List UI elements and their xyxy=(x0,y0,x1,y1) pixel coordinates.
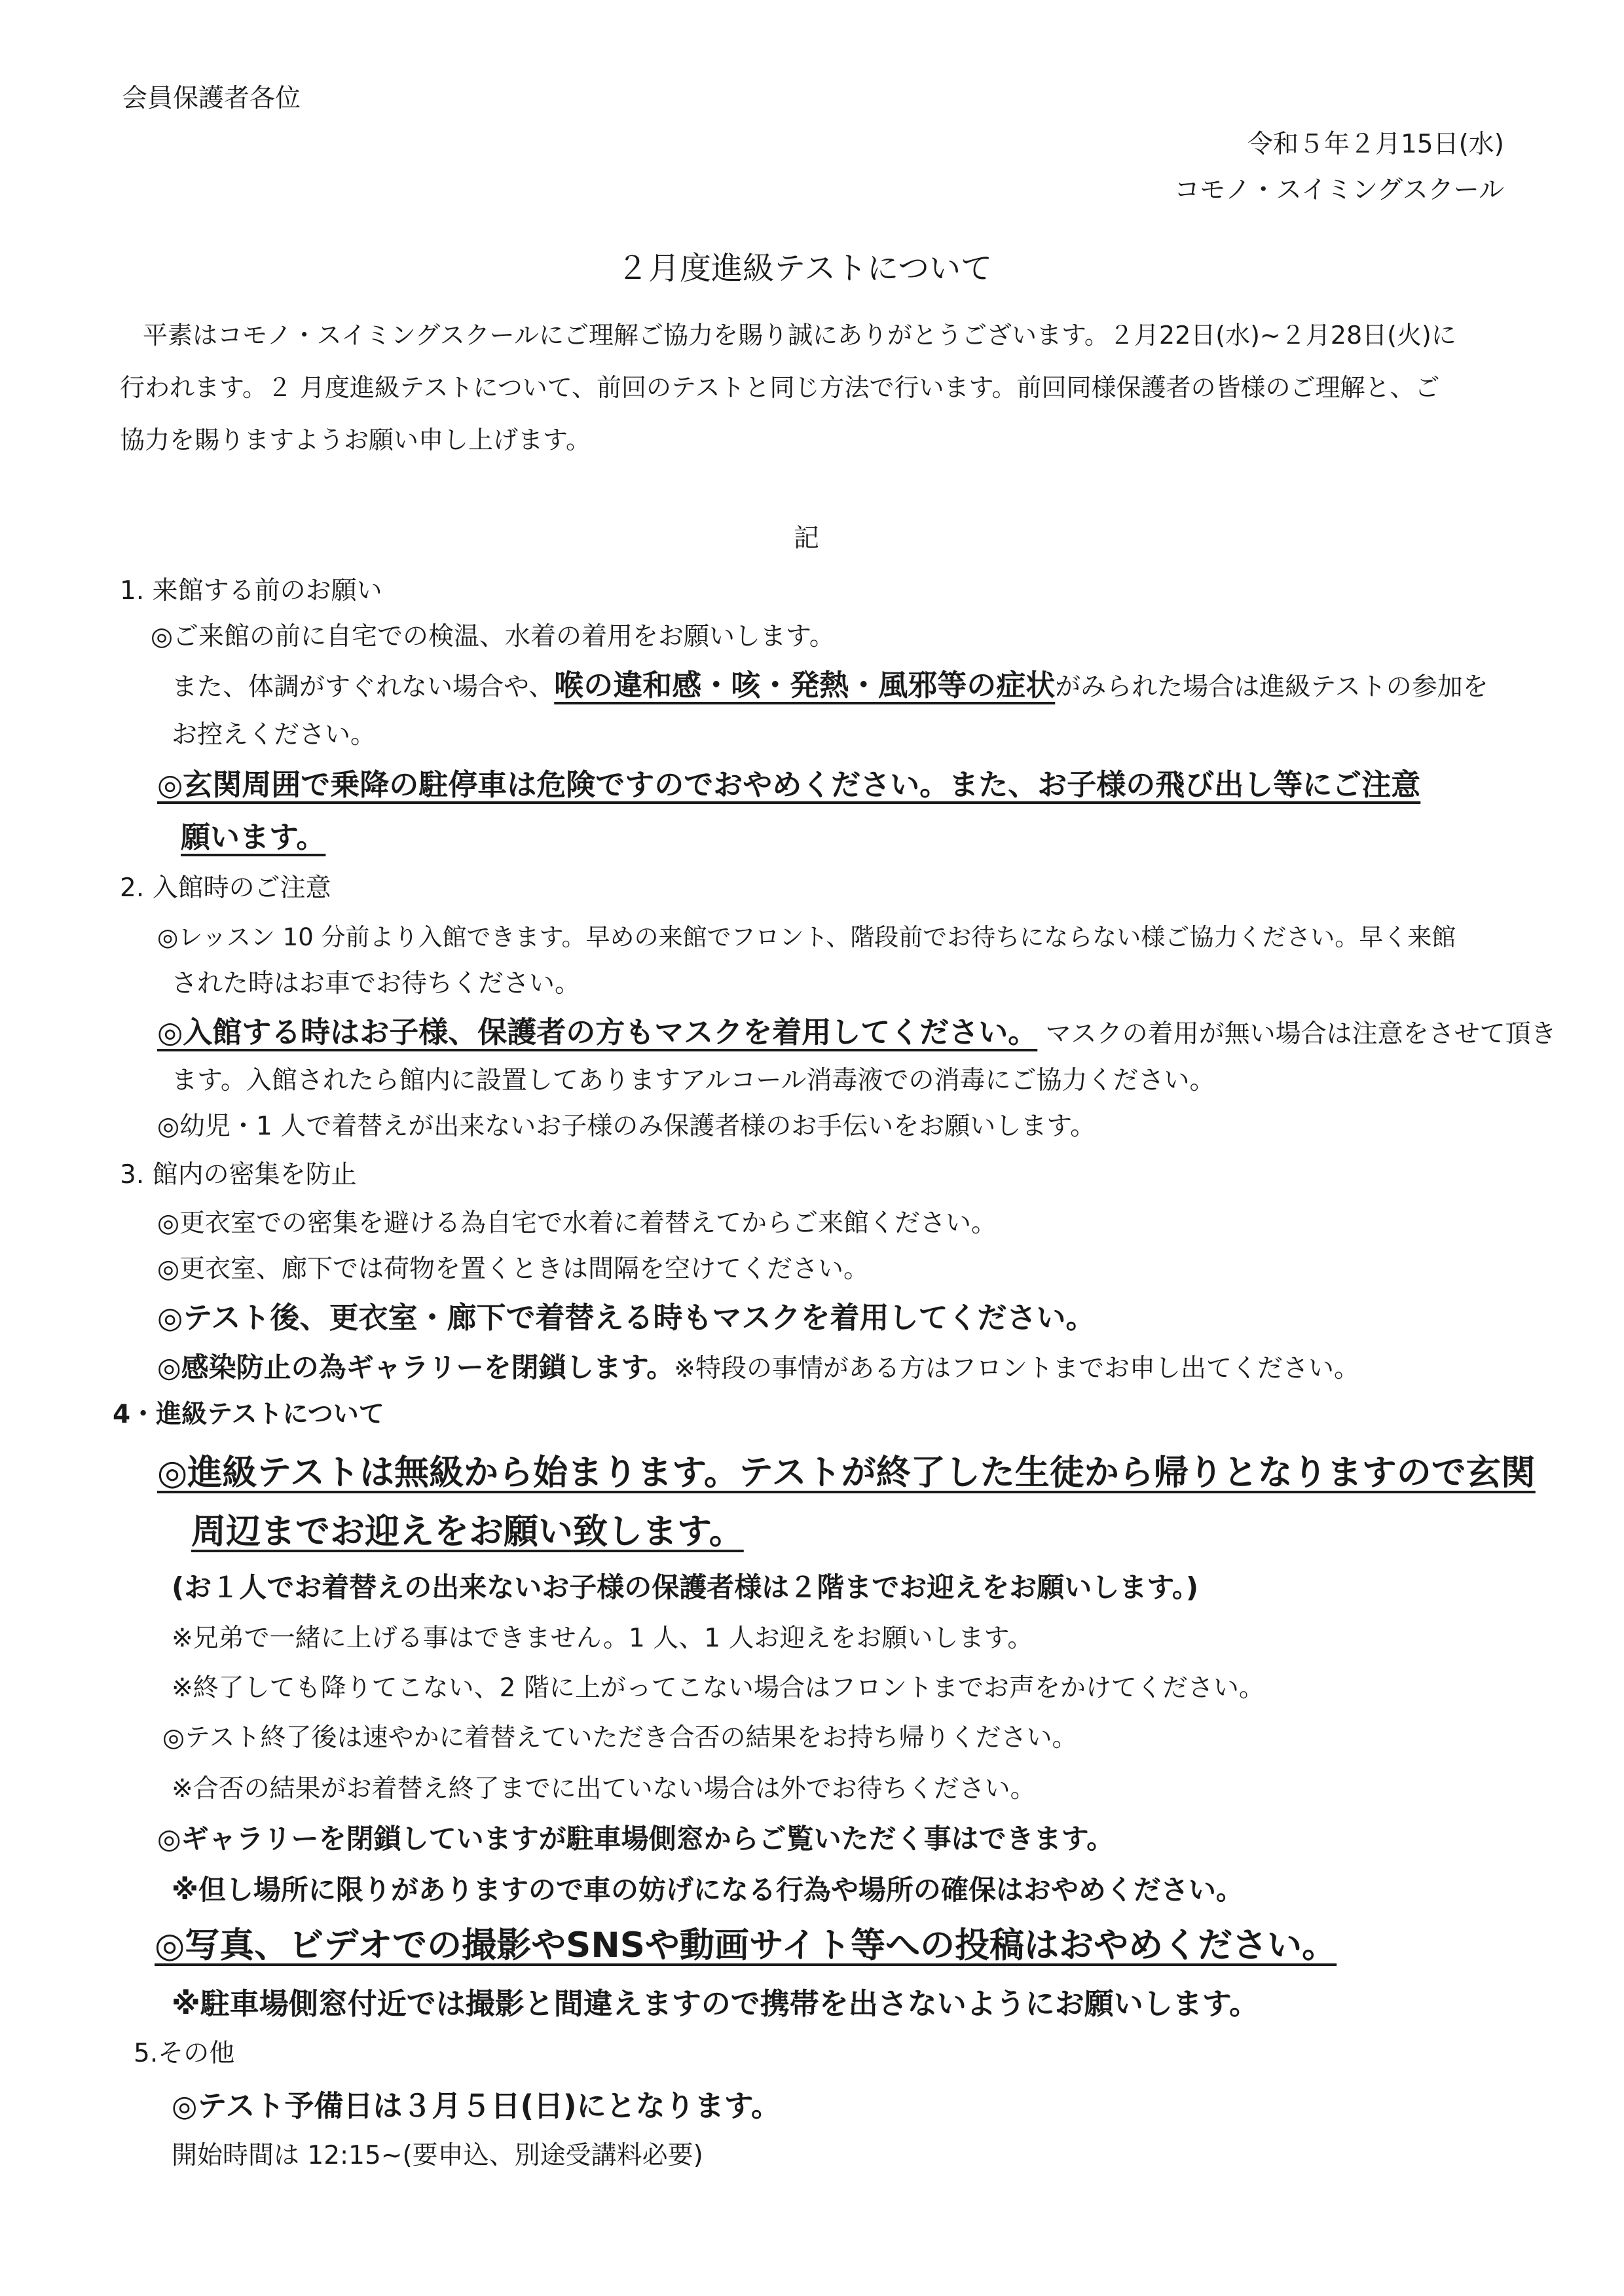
s2-line-5: ◎幼児・1 人で着替えが出来ないお子様のみ保護者様のお手伝いをお願いします。 xyxy=(157,1112,1096,1141)
s1-line-1: ◎ご来館の前に自宅での検温、水着の着用をお願いします。 xyxy=(151,622,835,651)
s3-line-4 xyxy=(157,1351,1359,1385)
s4-line-4: ※兄弟で一緒に上げる事はできません。1 人、1 人お迎えをお願いします。 xyxy=(172,1624,1033,1653)
intro-line-1: 平素はコモノ・スイミングスクールにご理解ご協力を賜り誠にありがとうございます。２月22日(水)~２月28日(火)に xyxy=(143,321,1456,350)
s3-line-1: ◎更衣室での密集を避ける為自宅で水着に着替えてからご来館ください。 xyxy=(157,1209,997,1238)
s1-line-2c: がみられた場合は進級テストの参加を xyxy=(1055,672,1488,702)
s4-line-3: (お１人でお着替えの出来ないお子様の保護者様は２階までお迎えをお願いします。) xyxy=(172,1571,1199,1603)
s2-line-3b: マスクの着用が無い場合は注意をさせて頂き xyxy=(1037,1019,1557,1049)
s1-line-3: お控えください。 xyxy=(172,720,377,750)
s4-line-9: ※但し場所に限りがありますので車の妨げになる行為や場所の確保はおやめください。 xyxy=(172,1874,1244,1906)
s4-line-2: 周辺までお迎えをお願い致します。 xyxy=(191,1512,744,1552)
page-title: ２月度進級テストについて xyxy=(617,250,993,287)
section-5-heading: 5.その他 xyxy=(134,2039,235,2068)
s3-line-2: ◎更衣室、廊下では荷物を置くときは間隔を空けてください。 xyxy=(157,1254,870,1284)
s4-sns-warning: ◎写真、ビデオでの撮影やSNSや動画サイト等への投稿はおやめください。 xyxy=(155,1925,1337,1965)
section-1-heading: 1. 来館する前のお願い xyxy=(120,576,382,606)
date: 令和５年２月15日(水) xyxy=(1247,130,1504,159)
intro-line-2: 行われます。２ 月度進級テストについて、前回のテストと同じ方法で行います。前回同様保護者の皆様のご理解と、ご xyxy=(120,373,1440,402)
section-3-heading: 3. 館内の密集を防止 xyxy=(120,1160,357,1190)
s1-symptoms-emphasis: 喉の違和感・咳・発熱・風邪等の症状 xyxy=(554,668,1056,702)
s4-line-6: ◎テスト終了後は速やかに着替えていただき合否の結果をお持ち帰りください。 xyxy=(162,1723,1078,1753)
ki-mark: 記 xyxy=(794,524,820,553)
s2-line-1: ◎レッスン 10 分前より入館できます。早めの来館でフロント、階段前でお待ちにならない様ご協力ください。早く来館 xyxy=(157,923,1456,951)
s1-line-2 xyxy=(172,668,1488,703)
s4-line-5: ※終了しても降りてこない、2 階に上がってこない場合はフロントまでお声をかけてください。 xyxy=(172,1673,1264,1703)
sender: コモノ・スイミングスクール xyxy=(1174,175,1504,205)
section-2-heading: 2. 入館時のご注意 xyxy=(120,873,331,903)
addressee: 会員保護者各位 xyxy=(122,84,301,113)
s1-parking-warning-2: 願います。 xyxy=(181,820,326,854)
s5-line-1: ◎テスト予備日は３月５日(日)にとなります。 xyxy=(172,2088,781,2123)
s2-mask-emphasis: ◎入館する時はお子様、保護者の方もマスクを着用してください。 xyxy=(157,1015,1038,1049)
s3-gallery-closed: ◎感染防止の為ギャラリーを閉鎖します。 xyxy=(157,1351,674,1383)
s4-line-7: ※合否の結果がお着替え終了までに出ていない場合は外でお待ちください。 xyxy=(172,1774,1036,1804)
s1-parking-warning: ◎玄関周囲で乗降の駐停車は危険ですのでおやめください。また、お子様の飛び出し等にご注意 xyxy=(157,767,1421,802)
s4-line-11: ※駐車場側窓付近では撮影と間違えますので携帯を出さないようにお願いします。 xyxy=(172,1986,1259,2021)
s4-line-8: ◎ギャラリーを閉鎖していますが駐車場側窓からご覧いただく事はできます。 xyxy=(157,1823,1115,1855)
s1-line-2a: また、体調がすぐれない場合や、 xyxy=(172,672,555,702)
s2-line-3 xyxy=(157,1015,1557,1050)
s3-line-3: ◎テスト後、更衣室・廊下で着替える時もマスクを着用してください。 xyxy=(157,1300,1096,1335)
s2-line-2: された時はお車でお待ちください。 xyxy=(172,969,581,998)
s3-line-4b: ※特段の事情がある方はフロントまでお申し出てください。 xyxy=(674,1354,1359,1383)
s5-line-2: 開始時間は 12:15~(要申込、別途受講料必要) xyxy=(172,2141,703,2170)
intro-line-3: 協力を賜りますようお願い申し上げます。 xyxy=(120,426,591,454)
section-4-heading: 4・進級テストについて xyxy=(113,1400,384,1429)
s4-line-1: ◎進級テストは無級から始まります。テストが終了した生徒から帰りとなりますので玄関 xyxy=(157,1453,1536,1493)
s2-line-4: ます。入館されたら館内に設置してありますアルコール消毒液での消毒にご協力ください。 xyxy=(172,1066,1215,1095)
